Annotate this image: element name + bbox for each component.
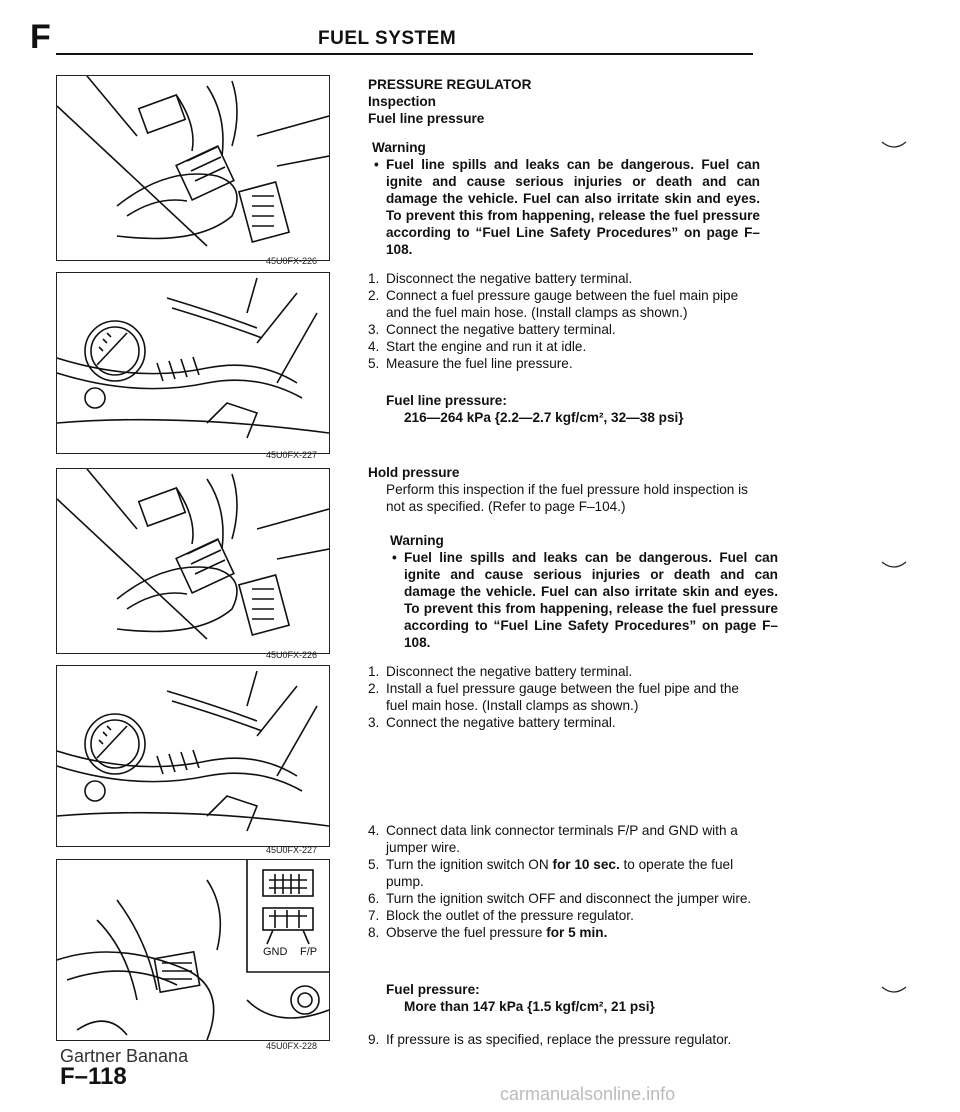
section-subtitle: Inspection <box>368 94 436 109</box>
margin-tick <box>880 140 910 152</box>
step-item: 4. Connect data link connector terminals F/P and GND with a jumper wire. <box>368 823 738 855</box>
warning-block-2 <box>386 532 778 651</box>
page-title: FUEL SYSTEM <box>318 28 457 49</box>
spec-value: More than 147 kPa {1.5 kgf/cm², 21 psi} <box>404 999 655 1014</box>
step-item: 2. Install a fuel pressure gauge between the fuel pipe and the fuel main hose. (Install clamps as shown.) <box>368 681 739 713</box>
warning-text: • Fuel line spills and leaks can be dangerous. Fuel can ignite and cause serious injuries or death and can damage the vehicle. Fuel can also irritate skin and eyes. To prevent this from happening, release the fuel pressure according to “Fuel Line Safety Procedures” on page F–108. <box>390 549 778 651</box>
warning-label: Warning <box>390 533 444 548</box>
section-title: PRESSURE REGULATOR <box>368 77 532 92</box>
step-item: 2. Connect a fuel pressure gauge between the fuel main pipe and the fuel main hose. (Install clamps as shown.) <box>368 288 739 320</box>
step-item: 8. Observe the fuel pressure for 5 min. <box>368 925 608 940</box>
spec-label: Fuel pressure: <box>386 982 480 997</box>
warning-block-1 <box>368 139 760 258</box>
figure-code: 45U0FX-227 <box>266 450 318 460</box>
step-item: 7. Block the outlet of the pressure regulator. <box>368 908 634 923</box>
margin-tick <box>880 985 910 997</box>
step-item: 1. Disconnect the negative battery terminal. <box>368 664 633 679</box>
step-item: 6. Turn the ignition switch OFF and disconnect the jumper wire. <box>368 891 752 906</box>
hold-intro: Perform this inspection if the fuel pressure hold inspection is not as specified. (Refer to page F–104.) <box>386 482 748 514</box>
figure-code: 45U0FX-227 <box>266 845 318 855</box>
hold-pressure-block <box>368 464 760 515</box>
spec-label: Fuel line pressure: <box>386 393 507 408</box>
step-9 <box>368 1031 760 1048</box>
spec-block-2 <box>386 981 760 1015</box>
step-item: 4. Start the engine and run it at idle. <box>368 339 587 354</box>
hold-title: Hold pressure <box>368 465 460 480</box>
warning-text: • Fuel line spills and leaks can be dangerous. Fuel can ignite and cause serious injuries or death and can damage the vehicle. Fuel can also irritate skin and eyes. To prevent this from happening, release the fuel pressure according to “Fuel Line Safety Procedures” on page F–108. <box>372 156 760 258</box>
figure-code: 45U0FX-226 <box>266 650 318 660</box>
spec-value: 216—264 kPa {2.2—2.7 kgf/cm², 32—38 psi} <box>404 410 684 425</box>
step-item: 9. If pressure is as specified, replace the pressure regulator. <box>368 1032 732 1047</box>
step-item: 5. Measure the fuel line pressure. <box>368 356 573 371</box>
watermark: carmanualsonline.info <box>500 1084 676 1104</box>
margin-tick <box>880 560 910 572</box>
warning-label: Warning <box>372 140 426 155</box>
header-rule <box>56 53 753 55</box>
label-gnd: GND <box>263 946 288 958</box>
figure-gauge-2 <box>56 665 330 847</box>
spec-block-1 <box>386 392 760 426</box>
steps-list-1 <box>368 270 760 372</box>
figure-code: 45U0FX-228 <box>266 1041 318 1051</box>
section-letter: F <box>30 18 51 56</box>
section-heading-block <box>368 76 760 127</box>
figure-connector-1 <box>56 75 330 261</box>
steps-list-2 <box>368 663 760 731</box>
figure-gauge-1 <box>56 272 330 454</box>
page-number: F–118 <box>60 1063 127 1090</box>
figure-code: 45U0FX-226 <box>266 256 318 266</box>
footer-brand: Gartner Banana <box>60 1046 189 1066</box>
step-item: 5. Turn the ignition switch ON for 10 sec. to operate the fuel pump. <box>368 857 734 889</box>
section-sub2: Fuel line pressure <box>368 111 485 126</box>
label-fp: F/P <box>300 946 318 958</box>
figure-connector-2 <box>56 468 330 654</box>
step-item: 3. Connect the negative battery terminal. <box>368 715 616 730</box>
step-item: 1. Disconnect the negative battery terminal. <box>368 271 633 286</box>
figure-data-link-connector <box>56 859 330 1041</box>
step-item: 3. Connect the negative battery terminal. <box>368 322 616 337</box>
steps-list-3 <box>368 822 760 941</box>
